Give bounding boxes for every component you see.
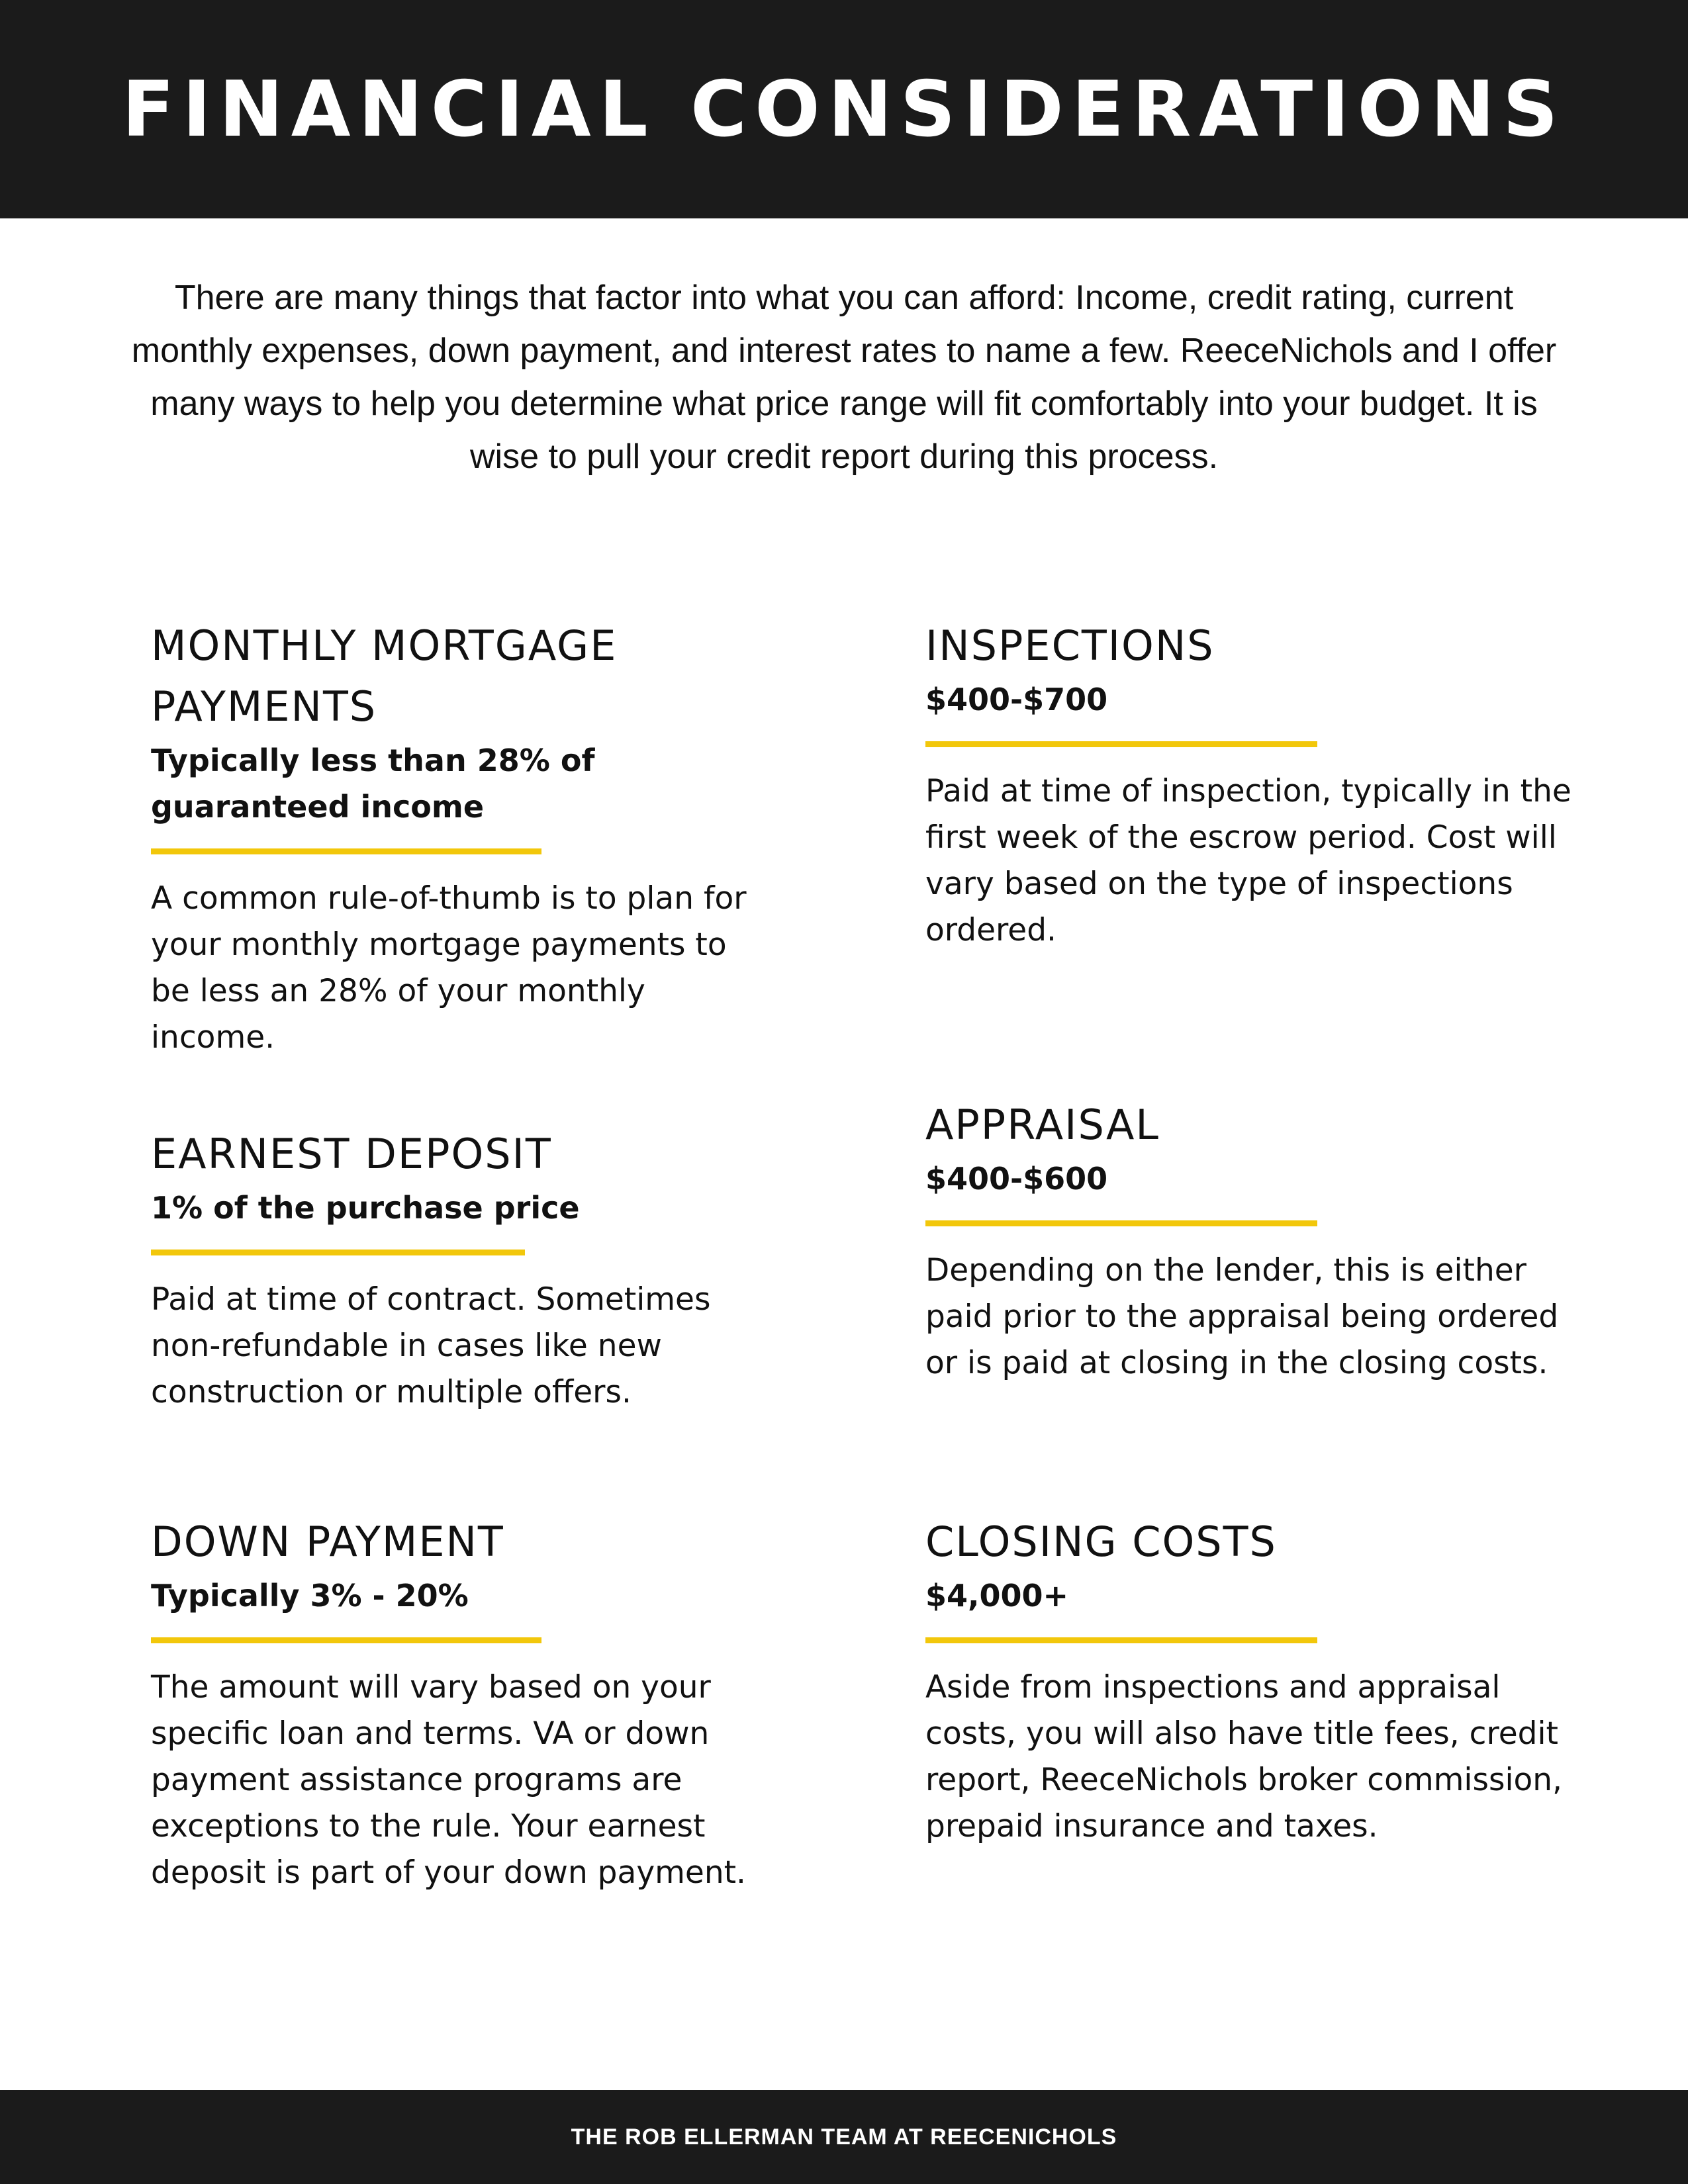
section-subtitle: $400-$700 xyxy=(925,682,1108,717)
section-title: INSPECTIONS xyxy=(925,621,1215,670)
accent-divider xyxy=(151,848,541,854)
section-body: A common rule-of-thumb is to plan for your monthly mortgage payments to be less an 28% of your monthly income. xyxy=(151,880,747,1056)
section-body: Depending on the lender, this is either paid prior to the appraisal being ordered or is paid at closing in the closing costs. xyxy=(925,1252,1559,1381)
section-down-payment xyxy=(151,1512,813,1896)
section-subtitle: $400-$600 xyxy=(925,1161,1108,1197)
section-subtitle: Typically less than 28% of guaranteed income xyxy=(151,743,595,825)
section-appraisal xyxy=(925,1095,1574,1387)
accent-divider xyxy=(925,741,1317,747)
section-title: DOWN PAYMENT xyxy=(151,1518,504,1566)
accent-divider xyxy=(925,1637,1317,1643)
section-subtitle: 1% of the purchase price xyxy=(151,1190,580,1226)
intro-paragraph: There are many things that factor into what you can afford: Income, credit rating, current monthly expenses, down payment, and interest rates to name a few. ReeceNichols and I offer many ways to help you determine what price range will fit comfortably into your budget. It is wise to pull your credit report during this process. xyxy=(131,279,1557,476)
accent-divider xyxy=(151,1637,541,1643)
section-title: APPRAISAL xyxy=(925,1101,1160,1149)
footer-band xyxy=(0,2090,1688,2184)
section-title: MONTHLY MORTGAGE PAYMENTS xyxy=(151,621,618,731)
section-body: Paid at time of inspection, typically in the first week of the escrow period. Cost will vary based on the type of inspections ordered. xyxy=(925,773,1571,948)
footer-text: THE ROB ELLERMAN TEAM AT REECENICHOLS xyxy=(571,2124,1117,2150)
header-band xyxy=(0,0,1688,218)
accent-divider xyxy=(925,1220,1317,1226)
accent-divider xyxy=(151,1250,525,1255)
section-mortgage xyxy=(151,615,760,1061)
section-closing-costs xyxy=(925,1512,1587,1850)
section-title: CLOSING COSTS xyxy=(925,1518,1277,1566)
section-title: EARNEST DEPOSIT xyxy=(151,1130,552,1178)
section-earnest-deposit xyxy=(151,1124,760,1416)
section-body: Paid at time of contract. Sometimes non-refundable in cases like new construction or multiple offers. xyxy=(151,1281,711,1410)
section-subtitle: Typically 3% - 20% xyxy=(151,1578,469,1614)
page-title: FINANCIAL CONSIDERATIONS xyxy=(122,64,1566,154)
section-subtitle: $4,000+ xyxy=(925,1578,1069,1614)
section-body: The amount will vary based on your specific loan and terms. VA or down payment assistance programs are exceptions to the rule. Your earnest deposit is part of your down payment. xyxy=(151,1669,746,1891)
section-inspections xyxy=(925,615,1574,954)
section-body: Aside from inspections and appraisal costs, you will also have title fees, credit report, ReeceNichols broker commission, prepaid insurance and taxes. xyxy=(925,1669,1562,1844)
